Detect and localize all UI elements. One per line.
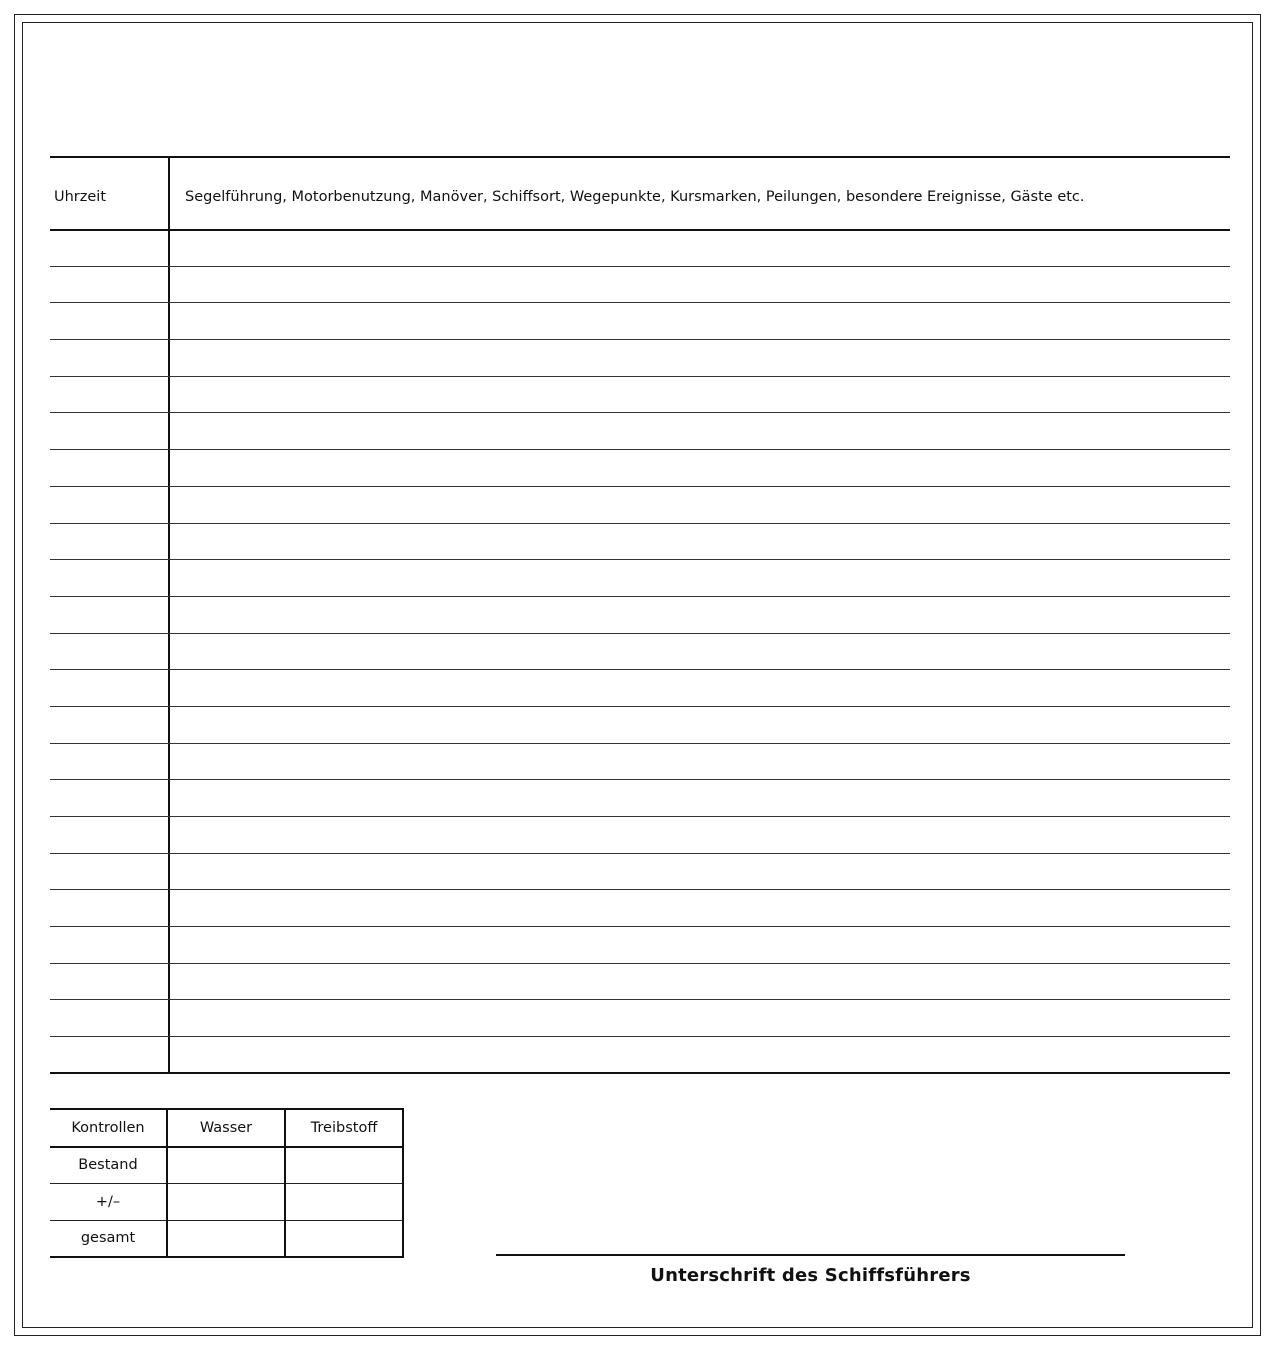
log-entry-row[interactable]: [50, 780, 1230, 817]
signature-line[interactable]: [496, 1254, 1125, 1256]
controls-cell-treibstoff[interactable]: [285, 1184, 403, 1221]
description-column-header: Segelführung, Motorbenutzung, Manöver, Schiffsort, Wegepunkte, Kursmarken, Peilungen, besondere Ereignisse, Gäste etc.: [185, 189, 1085, 205]
log-entry-row[interactable]: [50, 707, 1230, 744]
controls-row-label: +/–: [50, 1184, 167, 1221]
log-entry-row[interactable]: [50, 524, 1230, 561]
log-entry-row[interactable]: [50, 670, 1230, 707]
controls-row-gesamt: [50, 1220, 403, 1257]
log-bottom-rule: [50, 1072, 1230, 1074]
log-entry-row[interactable]: [50, 890, 1230, 927]
controls-header-treibstoff: Treibstoff: [285, 1109, 403, 1147]
signature-label: Unterschrift des Schiffsführers: [650, 1265, 971, 1286]
log-top-rule: [50, 156, 1230, 158]
log-entry-row[interactable]: [50, 854, 1230, 891]
log-entry-row[interactable]: [50, 450, 1230, 487]
log-entry-row[interactable]: [50, 230, 1230, 267]
controls-row-bestand: [50, 1147, 403, 1184]
controls-cell-wasser[interactable]: [167, 1147, 285, 1184]
controls-cell-wasser[interactable]: [167, 1220, 285, 1257]
controls-cell-wasser[interactable]: [167, 1184, 285, 1221]
controls-table: [50, 1108, 404, 1258]
log-entry-row[interactable]: [50, 927, 1230, 964]
controls-header-row: [50, 1109, 403, 1147]
log-entry-row[interactable]: [50, 340, 1230, 377]
log-entry-row[interactable]: [50, 597, 1230, 634]
log-entry-row[interactable]: [50, 817, 1230, 854]
log-entry-row[interactable]: [50, 744, 1230, 781]
controls-row-label: Bestand: [50, 1147, 167, 1184]
controls-header-wasser: Wasser: [167, 1109, 285, 1147]
controls-header-kontrollen: Kontrollen: [50, 1109, 167, 1147]
controls-row-plusminus: [50, 1184, 403, 1221]
log-entry-row[interactable]: [50, 377, 1230, 414]
controls-row-label: gesamt: [50, 1220, 167, 1257]
log-rows: [50, 230, 1230, 1074]
controls-cell-treibstoff[interactable]: [285, 1220, 403, 1257]
log-entry-row[interactable]: [50, 1000, 1230, 1037]
time-column-header: Uhrzeit: [54, 189, 107, 205]
log-entry-row[interactable]: [50, 487, 1230, 524]
log-entry-row[interactable]: [50, 964, 1230, 1001]
log-entry-row[interactable]: [50, 634, 1230, 671]
log-entry-row[interactable]: [50, 303, 1230, 340]
log-entry-row[interactable]: [50, 560, 1230, 597]
log-entry-row[interactable]: [50, 267, 1230, 304]
log-entry-row[interactable]: [50, 1037, 1230, 1074]
log-table: [50, 156, 1230, 1074]
controls-cell-treibstoff[interactable]: [285, 1147, 403, 1184]
log-entry-row[interactable]: [50, 413, 1230, 450]
